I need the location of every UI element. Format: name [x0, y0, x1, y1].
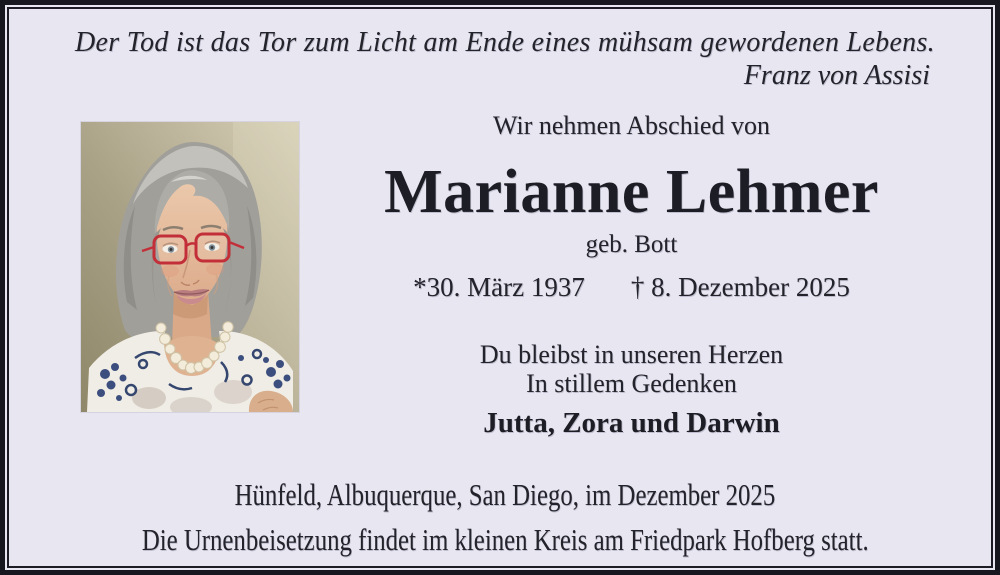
deceased-name: Marianne Lehmer [384, 158, 879, 226]
maiden-name: geb. Bott [585, 231, 678, 258]
life-dates [298, 272, 965, 303]
remembrance-line-2: In stillem Gedenken [526, 369, 737, 398]
intro-line: Wir nehmen Abschied von [493, 111, 770, 140]
places-date-line: Hünfeld, Albuquerque, San Diego, im Dezember 2025 [234, 477, 776, 512]
remembrance-line-1: Du bleibst in unseren Herzen [479, 340, 784, 369]
family-names: Jutta, Zora und Darwin [483, 407, 780, 439]
quote-attribution: Franz von Assisi [743, 60, 930, 91]
portrait-illustration [81, 122, 299, 412]
portrait-photo [80, 121, 300, 413]
burial-info-line: Die Urnenbeisetzung findet im kleinen Kreis am Friedpark Hofberg statt. [141, 522, 869, 557]
death-date: † 8. Dezember 2025 [630, 272, 850, 302]
quote-text: Der Tod ist das Tor zum Licht am Ende eines mühsam gewordenen Lebens. [75, 27, 935, 58]
birth-date: *30. März 1937 [413, 272, 585, 302]
